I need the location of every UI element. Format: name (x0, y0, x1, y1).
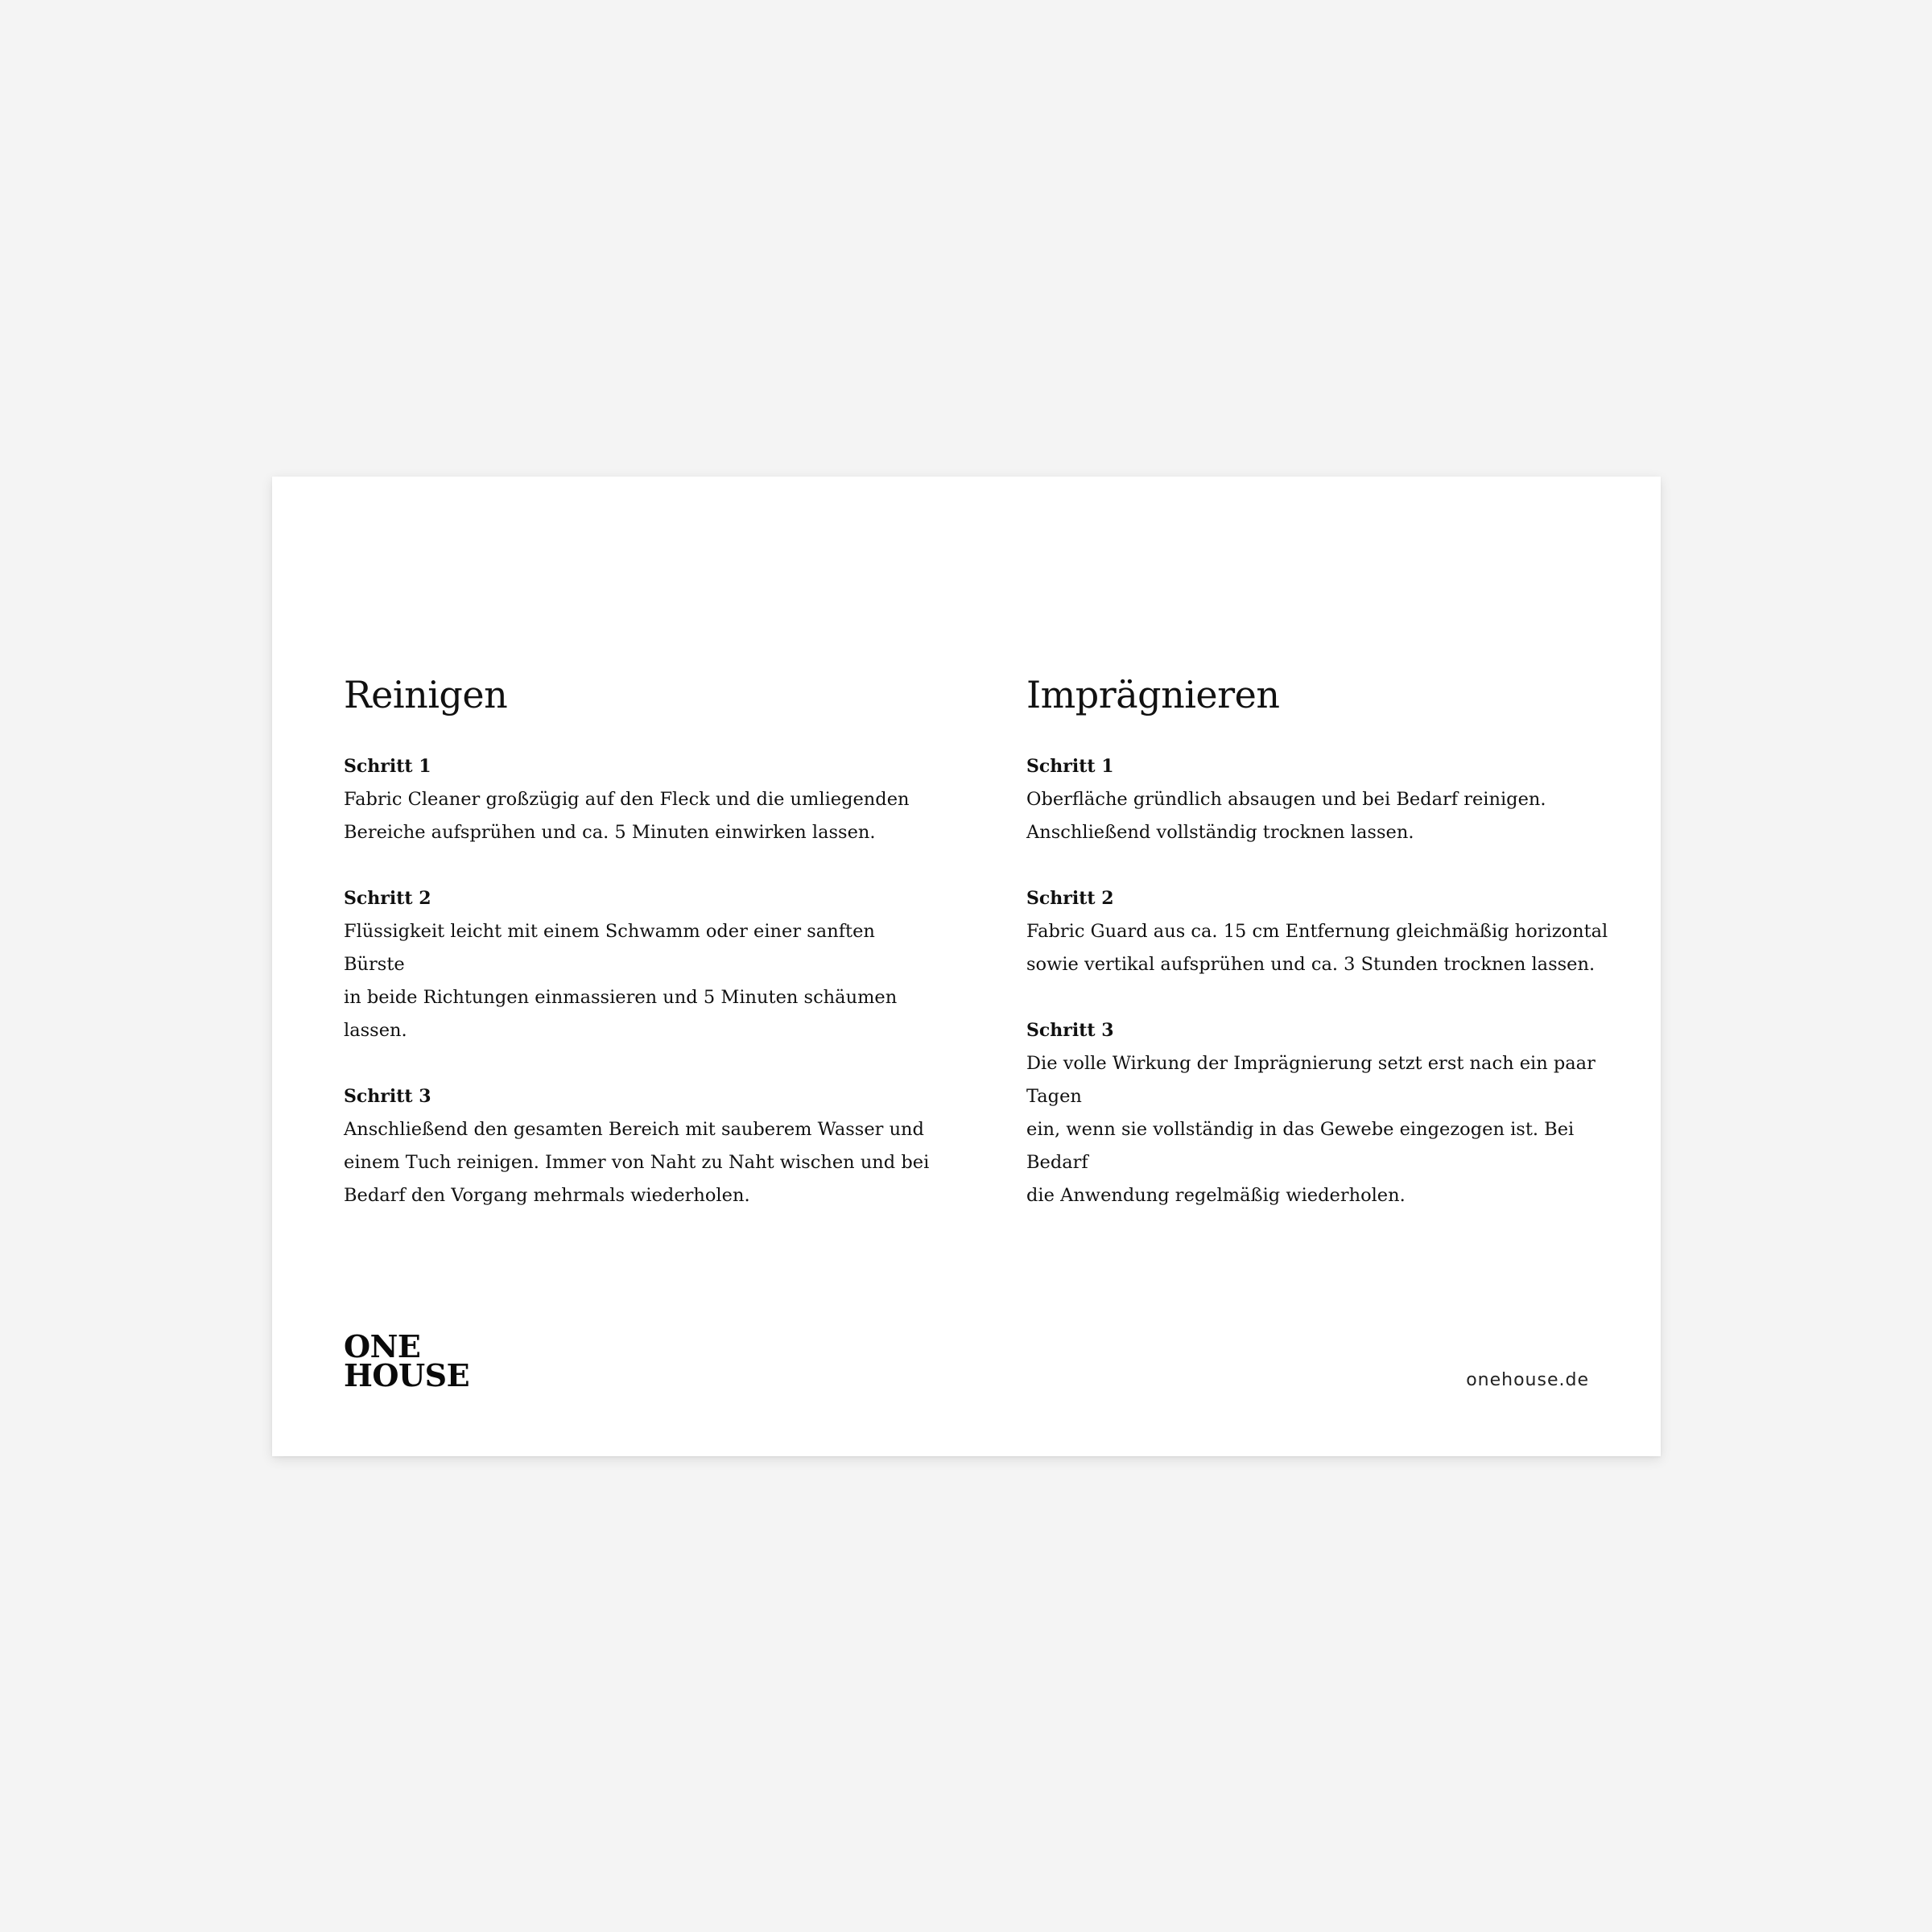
one-house-logo (344, 1328, 470, 1393)
step-text: Flüssigkeit leicht mit einem Schwamm oder einer sanften Bürste in beide Richtungen einmassieren und 5 Minuten schäumen lassen. (344, 921, 898, 1041)
website-url: onehouse.de (1466, 1370, 1589, 1390)
step-text: Die volle Wirkung der Imprägnierung setzt erst nach ein paar Tagen ein, wenn sie vollständig in das Gewebe eingezogen ist. Bei Bedarf die Anwendung regelmäßig wiederholen. (1026, 1053, 1596, 1206)
impregnation-heading: Imprägnieren (1026, 673, 1280, 716)
instruction-card (272, 477, 1661, 1456)
logo-line-one: ONE (344, 1328, 421, 1364)
step-text: Oberfläche gründlich absaugen und bei Bedarf reinigen. Anschließend vollständig trocknen lassen. (1026, 789, 1546, 843)
step-title: Schritt 1 (344, 756, 431, 777)
impregnation-step-2 (1026, 882, 1622, 981)
impregnation-step-1 (1026, 750, 1622, 849)
cleaning-column (344, 671, 939, 1245)
cleaning-step-2 (344, 882, 939, 1047)
impregnation-step-3 (1026, 1014, 1622, 1212)
cleaning-step-1 (344, 750, 939, 849)
step-title: Schritt 1 (1026, 756, 1114, 777)
step-title: Schritt 2 (344, 888, 431, 909)
step-title: Schritt 2 (1026, 888, 1114, 909)
step-title: Schritt 3 (1026, 1020, 1114, 1041)
impregnation-column (1026, 671, 1622, 1245)
step-text: Anschließend den gesamten Bereich mit sauberem Wasser und einem Tuch reinigen. Immer von Naht zu Naht wischen und bei Bedarf den Vorgang mehrmals wiederholen. (344, 1119, 930, 1206)
step-text: Fabric Cleaner großzügig auf den Fleck und die umliegenden Bereiche aufsprühen und ca. 5 Minuten einwirken lassen. (344, 789, 910, 843)
logo-line-house: HOUSE (344, 1357, 470, 1393)
cleaning-step-3 (344, 1080, 939, 1212)
cleaning-heading: Reinigen (344, 673, 508, 716)
step-text: Fabric Guard aus ca. 15 cm Entfernung gleichmäßig horizontal sowie vertikal aufsprühen und ca. 3 Stunden trocknen lassen. (1026, 921, 1608, 975)
step-title: Schritt 3 (344, 1086, 431, 1107)
